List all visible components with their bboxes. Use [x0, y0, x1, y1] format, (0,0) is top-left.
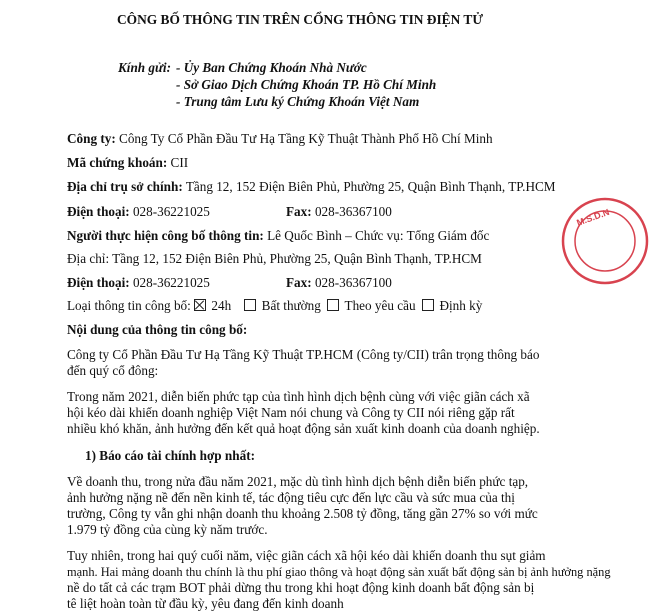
- discloser-row: [67, 228, 489, 244]
- option-label: Bất thường: [261, 298, 321, 313]
- company-row: [67, 131, 493, 147]
- discloser-address: Địa chỉ: Tầng 12, 152 Điện Biên Phủ, Phường 25, Quận Bình Thạnh, TP.HCM: [67, 251, 482, 266]
- stock-code-row: [67, 155, 188, 171]
- intro-line: đến quý cổ đông:: [67, 363, 159, 378]
- company-seal: [560, 196, 650, 286]
- content-heading: Nội dung của thông tin công bố:: [67, 322, 248, 337]
- stock-code-value: CII: [170, 155, 189, 170]
- phone-label: Điện thoại:: [67, 204, 130, 219]
- address-label: Địa chỉ trụ sở chính:: [67, 179, 183, 194]
- info-type-label: Loại thông tin công bố:: [67, 298, 191, 313]
- phone2-value: 028-36221025: [132, 275, 210, 290]
- intro-line: Công ty Cổ Phần Đầu Tư Hạ Tầng Kỹ Thuật TP.HCM (Công ty/CII) trân trọng thông báo: [67, 347, 540, 362]
- fax-value: 028-36367100: [314, 204, 392, 219]
- address-value: Tầng 12, 152 Điện Biên Phủ, Phường 25, Quận Bình Thạnh, TP.HCM: [185, 179, 556, 194]
- phone2-row: [67, 275, 210, 291]
- recipient-item: - Trung tâm Lưu ký Chứng Khoán Việt Nam: [176, 94, 420, 109]
- discloser-value: Lê Quốc Bình – Chức vụ: Tổng Giám đốc: [267, 228, 490, 243]
- recipient-item: - Sở Giao Dịch Chứng Khoán TP. Hồ Chí Minh: [176, 77, 437, 92]
- checkbox-on-request[interactable]: [327, 299, 339, 311]
- fax-label: Fax:: [286, 204, 312, 219]
- option-label: Định kỳ: [439, 298, 483, 313]
- phone2-label: Điện thoại:: [67, 275, 130, 290]
- paragraph-line: nề do tất cả các trạm BOT phải dừng thu trong khi hoạt động kinh doanh bất động sản bị: [67, 580, 535, 595]
- paragraph-line: 1.979 tỷ đồng của cùng kỳ năm trước.: [67, 522, 268, 537]
- company-label: Công ty:: [67, 131, 116, 146]
- checkbox-periodic[interactable]: [422, 299, 434, 311]
- section-heading: 1) Báo cáo tài chính hợp nhất:: [85, 448, 255, 463]
- info-type-row: [67, 298, 482, 314]
- paragraph-line: Về doanh thu, trong nửa đầu năm 2021, mặc dù tình hình dịch bệnh diễn biến phức tạp,: [67, 474, 529, 489]
- fax2-value: 028-36367100: [314, 275, 392, 290]
- company-value: Công Ty Cổ Phần Đầu Tư Hạ Tầng Kỹ Thuật Thành Phố Hồ Chí Minh: [119, 131, 493, 146]
- checkbox-irregular[interactable]: [244, 299, 256, 311]
- fax2-label: Fax:: [286, 275, 312, 290]
- discloser-label: Người thực hiện công bố thông tin:: [67, 228, 264, 243]
- option-label: Theo yêu cầu: [344, 298, 416, 313]
- paragraph-line: Tuy nhiên, trong hai quý cuối năm, việc giãn cách xã hội kéo dài khiến doanh thu sụt giảm: [67, 548, 546, 563]
- paragraph-line: ảnh hưởng nặng nề đến nền kinh tế, tác động tiêu cực đến lực cầu và sức mua của thị: [67, 490, 515, 505]
- page-title: CÔNG BỐ THÔNG TIN TRÊN CỔNG THÔNG TIN ĐIỆN TỬ: [117, 12, 483, 27]
- address-row: [67, 179, 556, 195]
- paragraph-line: tê liệt hoàn toàn từ đầu kỳ, yêu đang đến kinh doanh: [67, 596, 344, 611]
- fax-row: [286, 204, 392, 220]
- fax2-row: [286, 275, 392, 291]
- seal-text: M.S.D.N: [575, 206, 611, 228]
- option-label: 24h: [211, 298, 232, 313]
- paragraph-line: Trong năm 2021, diễn biến phức tạp của tình hình dịch bệnh cùng với việc giãn cách xã: [67, 389, 530, 404]
- phone-value: 028-36221025: [132, 204, 210, 219]
- paragraph-line: nhiều khó khăn, ảnh hưởng đến kết quả hoạt động sản xuất kinh doanh của doanh nghiệp.: [67, 421, 540, 436]
- recipient-item: - Ủy Ban Chứng Khoán Nhà Nước: [176, 60, 367, 75]
- stock-code-label: Mã chứng khoán:: [67, 155, 168, 170]
- paragraph-line: trường, Công ty vẫn ghi nhận doanh thu khoảng 2.508 tỷ đồng, tăng gần 27% so với mức: [67, 506, 538, 521]
- phone-row: [67, 204, 210, 220]
- recipients-label: Kính gửi:: [118, 60, 171, 75]
- paragraph-line: hội kéo dài khiến doanh nghiệp Việt Nam nói chung và Công ty CII nói riêng gặp rất: [67, 405, 515, 420]
- checkbox-24h[interactable]: [194, 299, 206, 311]
- paragraph-line: mạnh. Hai mảng doanh thu chính là thu phí giao thông và hoạt động sản xuất bất động sản bị ảnh hưởng nặng: [67, 565, 611, 579]
